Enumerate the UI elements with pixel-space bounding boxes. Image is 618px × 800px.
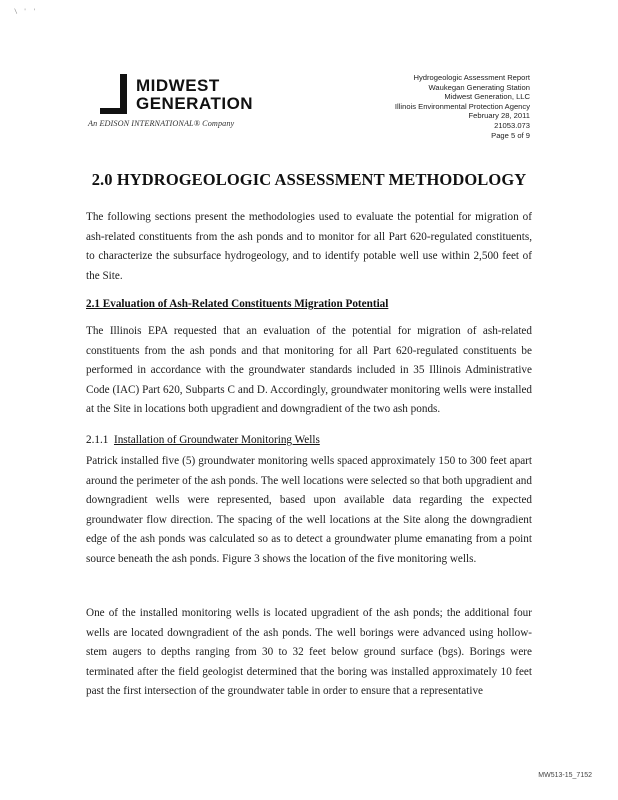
section-2-1-1-paragraph-2: One of the installed monitoring wells is located upgradient of the ash ponds; the additional four wells are located downgradient of the ash ponds. The well borings were advanced using hollow-stem augers to depths ranging from 30 to 32 feet below ground surface (bgs). Borings were terminated after the field geologist determined that the boring was installed approximately 10 feet past the first intersection of the groundwater table in order to ensure that a representative (86, 607, 532, 697)
logo-text-line2: GENERATION (136, 94, 254, 113)
header-line: Midwest Generation, LLC (444, 92, 530, 102)
logo-mark-horizontal (100, 108, 127, 114)
scan-corner-mark: \ ' ' (14, 8, 38, 15)
intro-paragraph: The following sections present the methodologies used to evaluate the potential for migration of ash-related constituents from the ash ponds and to monitor for all Part 620-regulated constituents, to characterize the subsurface hydrogeology, and to identify potable well use within 2,500 feet of the Site. (86, 211, 532, 282)
midwest-generation-logo (88, 70, 254, 130)
section-2-1-1-number: 2.1.1 (86, 434, 109, 446)
header-line: Page 5 of 9 (491, 130, 530, 140)
section-2-1-heading: 2.1 Evaluation of Ash-Related Constituents Migration Potential (86, 298, 389, 310)
report-header-block (395, 73, 530, 140)
section-2-1-1-paragraph-1: Patrick installed five (5) groundwater monitoring wells spaced approximately 150 to 300 feet apart around the perimeter of the ash ponds. The well locations were selected so that both upgradient and downgradient wells were represented, based upon available data regarding the expected groundwater flow direction. The spacing of the well locations at the Site along the downgradient edge of the ash ponds was calculated so as to detect a groundwater plume emanating from a point source beneath the ash ponds. Figure 3 shows the location of the five monitoring wells. (86, 455, 532, 565)
header-line: Hydrogeologic Assessment Report (413, 73, 530, 82)
logo-subtitle: An EDISON INTERNATIONAL® Company (88, 119, 235, 128)
section-title: 2.0 HYDROGEOLOGIC ASSESSMENT METHODOLOGY (91, 170, 527, 189)
header-line: Waukegan Generating Station (428, 82, 530, 92)
section-2-1-1-title: Installation of Groundwater Monitoring Wells (113, 434, 320, 446)
section-2-1-1-heading (86, 434, 320, 446)
header-line: Illinois Environmental Protection Agency (394, 101, 530, 111)
logo-text-line1: MIDWEST (136, 76, 220, 95)
bates-number: MW513-15_7152 (538, 772, 592, 779)
header-line: 21053.073 (494, 120, 530, 130)
section-2-1-paragraph: The Illinois EPA requested that an evaluation of the potential for migration of ash-related constituents from the ash ponds and that monitoring for all Part 620-regulated constituents be performed in accordance with the groundwater standards included in 35 Illinois Administrative Code (IAC) Part 620, Subparts C and D. Accordingly, groundwater monitoring wells were installed at the Site in locations both upgradient and downgradient of the two ash ponds. (86, 325, 532, 415)
header-line: February 28, 2011 (468, 111, 530, 121)
